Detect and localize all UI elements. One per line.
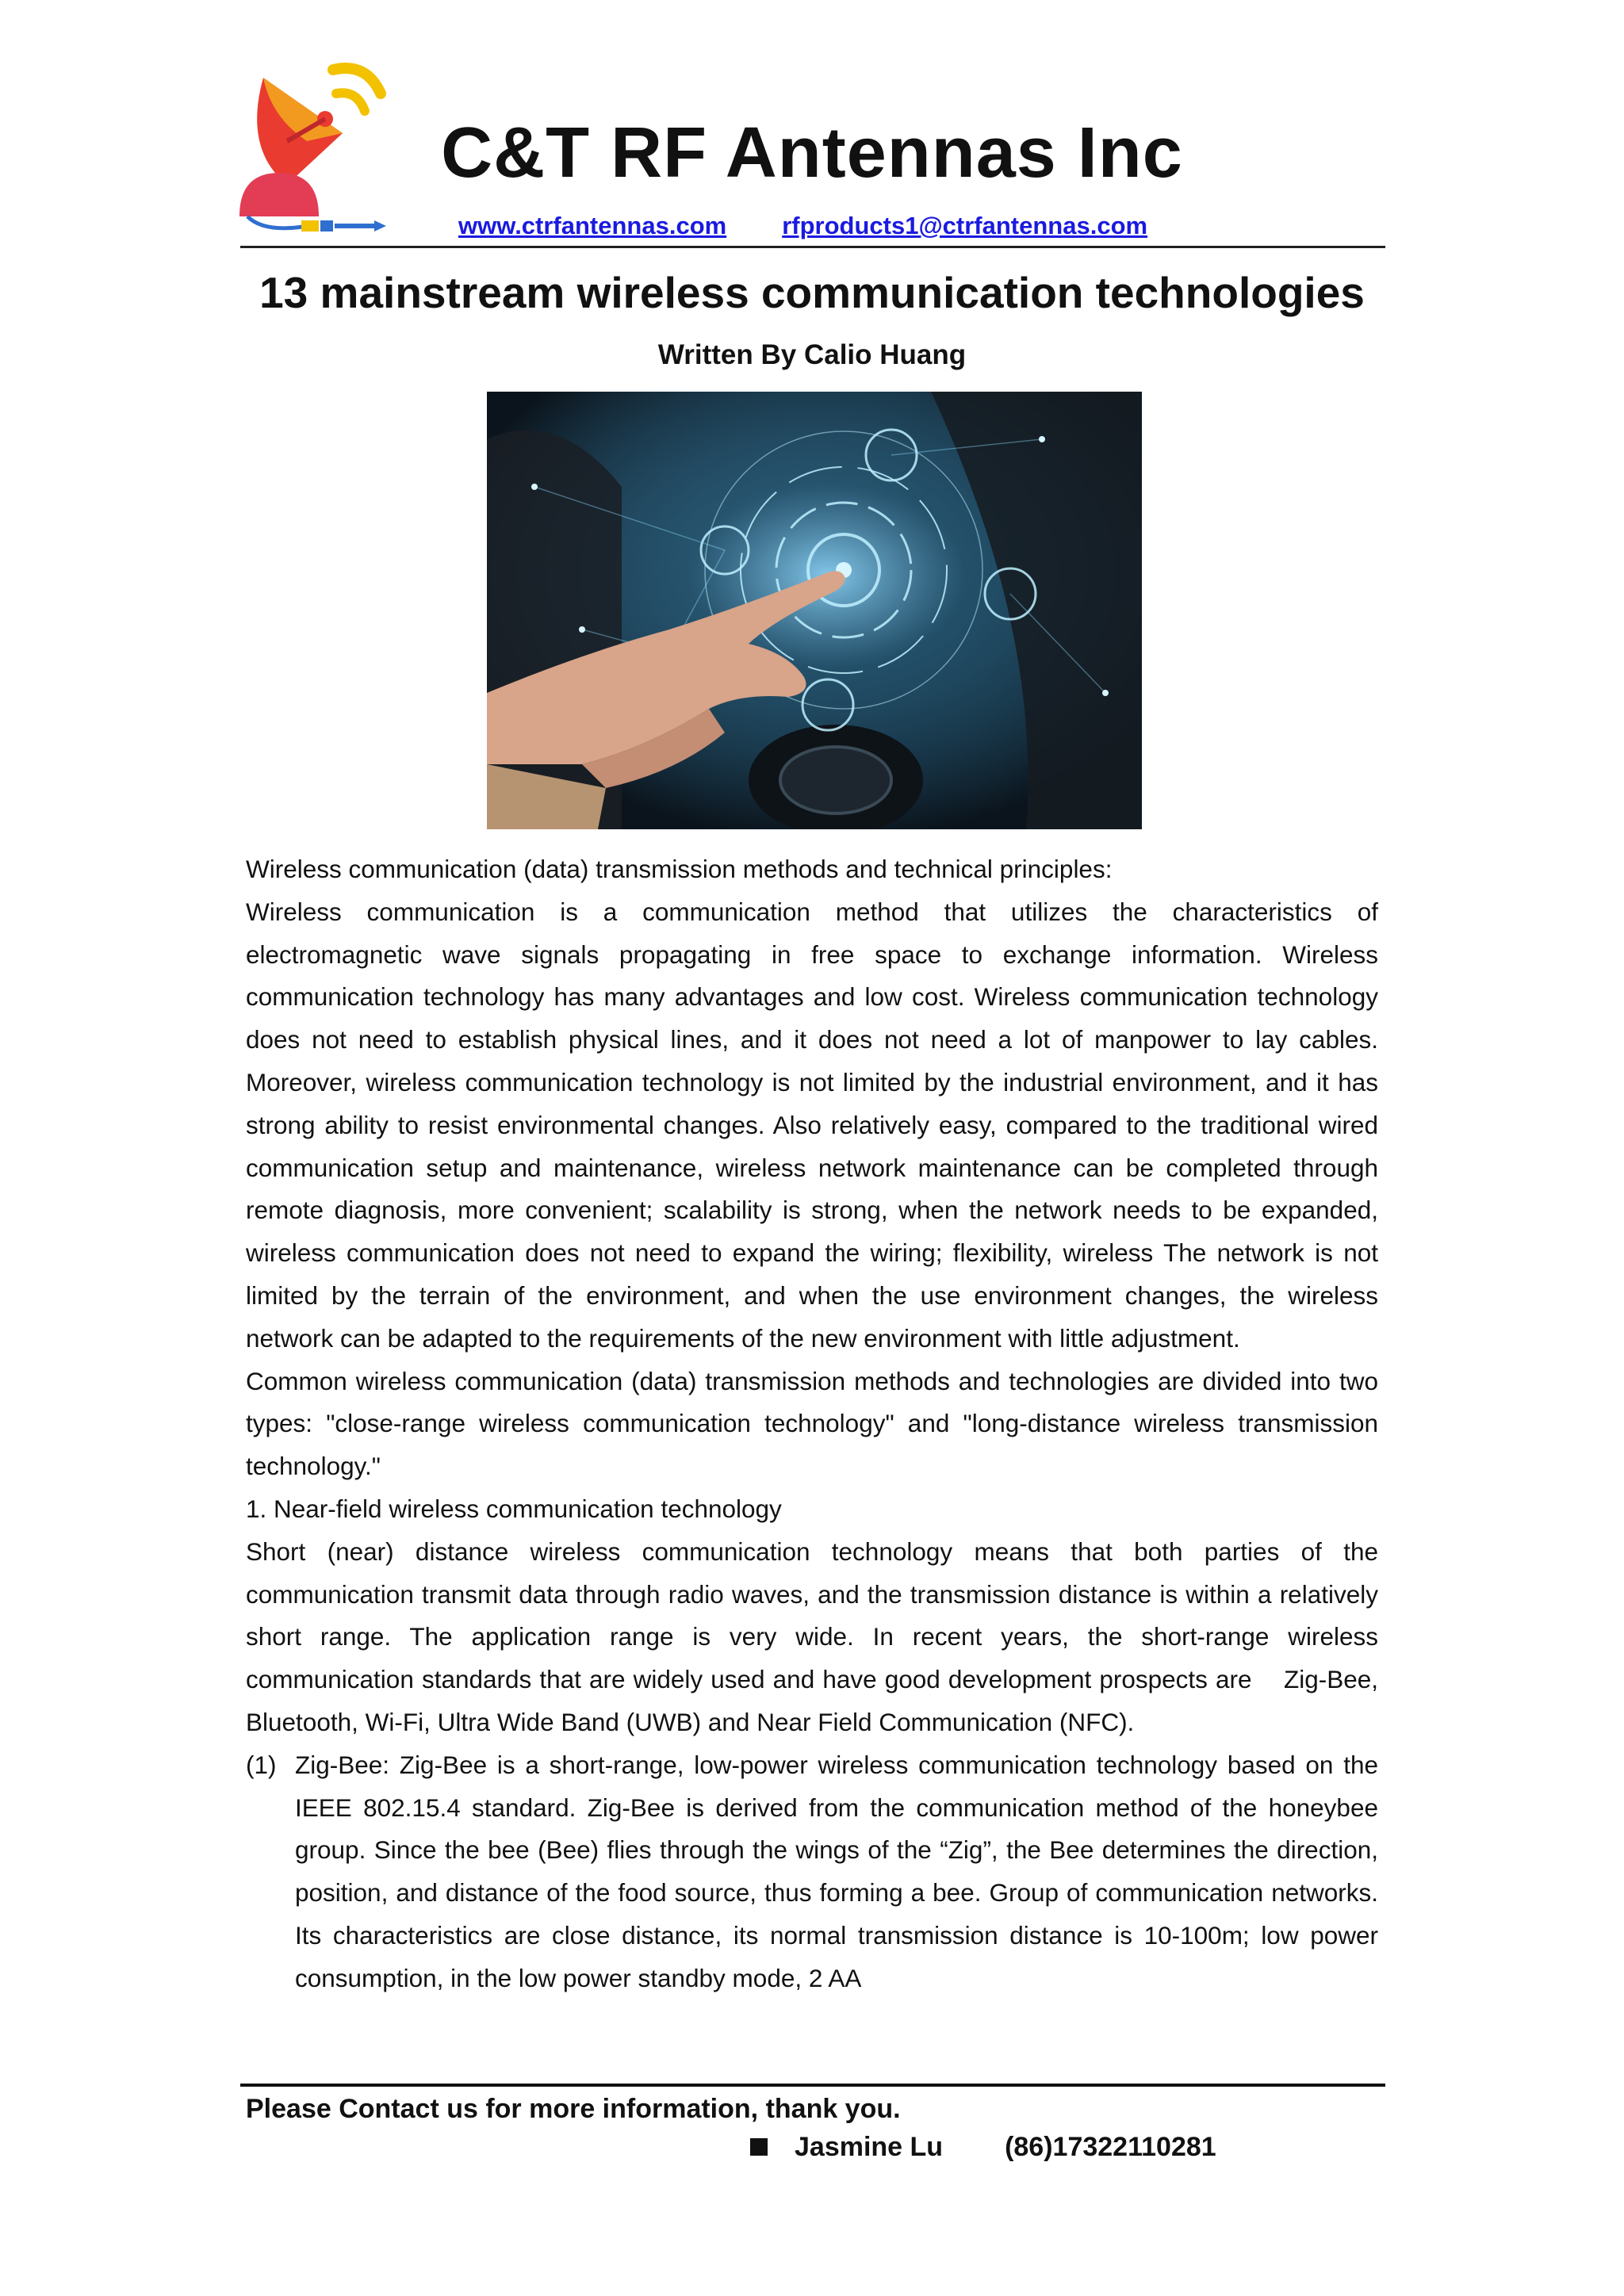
header-divider bbox=[240, 246, 1385, 248]
article-title: 13 mainstream wireless communication technologies bbox=[259, 268, 1365, 317]
paragraph: Wireless communication is a communication method that utilizes the characteristics of electromagnetic wave signals propagating in free space to exchange information. Wireless communication technology has many advantages and low cost. Wireless communication technology does not need to establish physical lines, and it does not need a lot of manpower to lay cables. Moreover, wireless communication technology is not limited by the industrial environment, and it has strong ability to resist environmental changes. Also relatively easy, compared to the traditional wired communication setup and maintenance, wireless network maintenance can be completed through remote diagnosis, more convenient; scalability is strong, when the network needs to be expanded, wireless communication does not need to expand the wiring; flexibility, wireless The network is not limited by the terrain of the environment, and when the use environment changes, the wireless network can be adapted to the requirements of the new environment with little adjustment. bbox=[246, 897, 1378, 1353]
header-links bbox=[458, 212, 1147, 239]
article-body bbox=[246, 848, 1378, 2000]
website-link[interactable]: www.ctrfantennas.com bbox=[458, 212, 727, 239]
contact-name: Jasmine Lu bbox=[795, 2132, 944, 2162]
contact-person bbox=[750, 2130, 1216, 2164]
contact-line: Please Contact us for more information, thank you. bbox=[246, 2094, 901, 2124]
section-heading: 1. Near-field wireless communication technology bbox=[246, 1494, 782, 1523]
contact-phone: (86)17322110281 bbox=[1005, 2132, 1216, 2162]
footer-divider bbox=[240, 2084, 1385, 2087]
paragraph: Common wireless communication (data) transmission methods and technologies are divided into two types: "close-range wireless communication technology" and "long-distance wireless transmission technology." bbox=[246, 1366, 1378, 1481]
list-item-text: Zig-Bee: Zig-Bee is a short-range, low-power wireless communication technology based on the IEEE 802.15.4 standard. Zig-Bee is derived from the communication method of the honeybee group. Since the bee (Bee) flies through the wings of the “Zig”, the Bee determines the direction, position, and distance of the food source, thus forming a bee. Group of communication networks. Its characteristics are close distance, its normal transmission distance is 10-100m; low power consumption, in the low power standby mode, 2 AA bbox=[295, 1750, 1378, 1992]
email-link[interactable]: rfproducts1@ctrfantennas.com bbox=[782, 212, 1148, 239]
company-name: C&T RF Antennas Inc bbox=[441, 113, 1183, 193]
list-item-number: (1) bbox=[246, 1750, 277, 1779]
bullet-square-icon bbox=[750, 2138, 768, 2156]
article-byline: Written By Calio Huang bbox=[657, 339, 967, 370]
list-item bbox=[246, 1744, 1378, 2000]
article-photo bbox=[487, 392, 1142, 829]
paragraph: Short (near) distance wireless communication technology means that both parties of the communication transmit data through radio waves, and the transmission distance is within a relatively short range. The application range is very wide. In recent years, the short-range wireless communication standards that are widely used and have good development prospects are Zig-Bee, Bluetooth, Wi-Fi, Ultra Wide Band (UWB) and Near Field Communication (NFC). bbox=[246, 1536, 1378, 1736]
paragraph: Wireless communication (data) transmission methods and technical principles: bbox=[246, 855, 1113, 883]
